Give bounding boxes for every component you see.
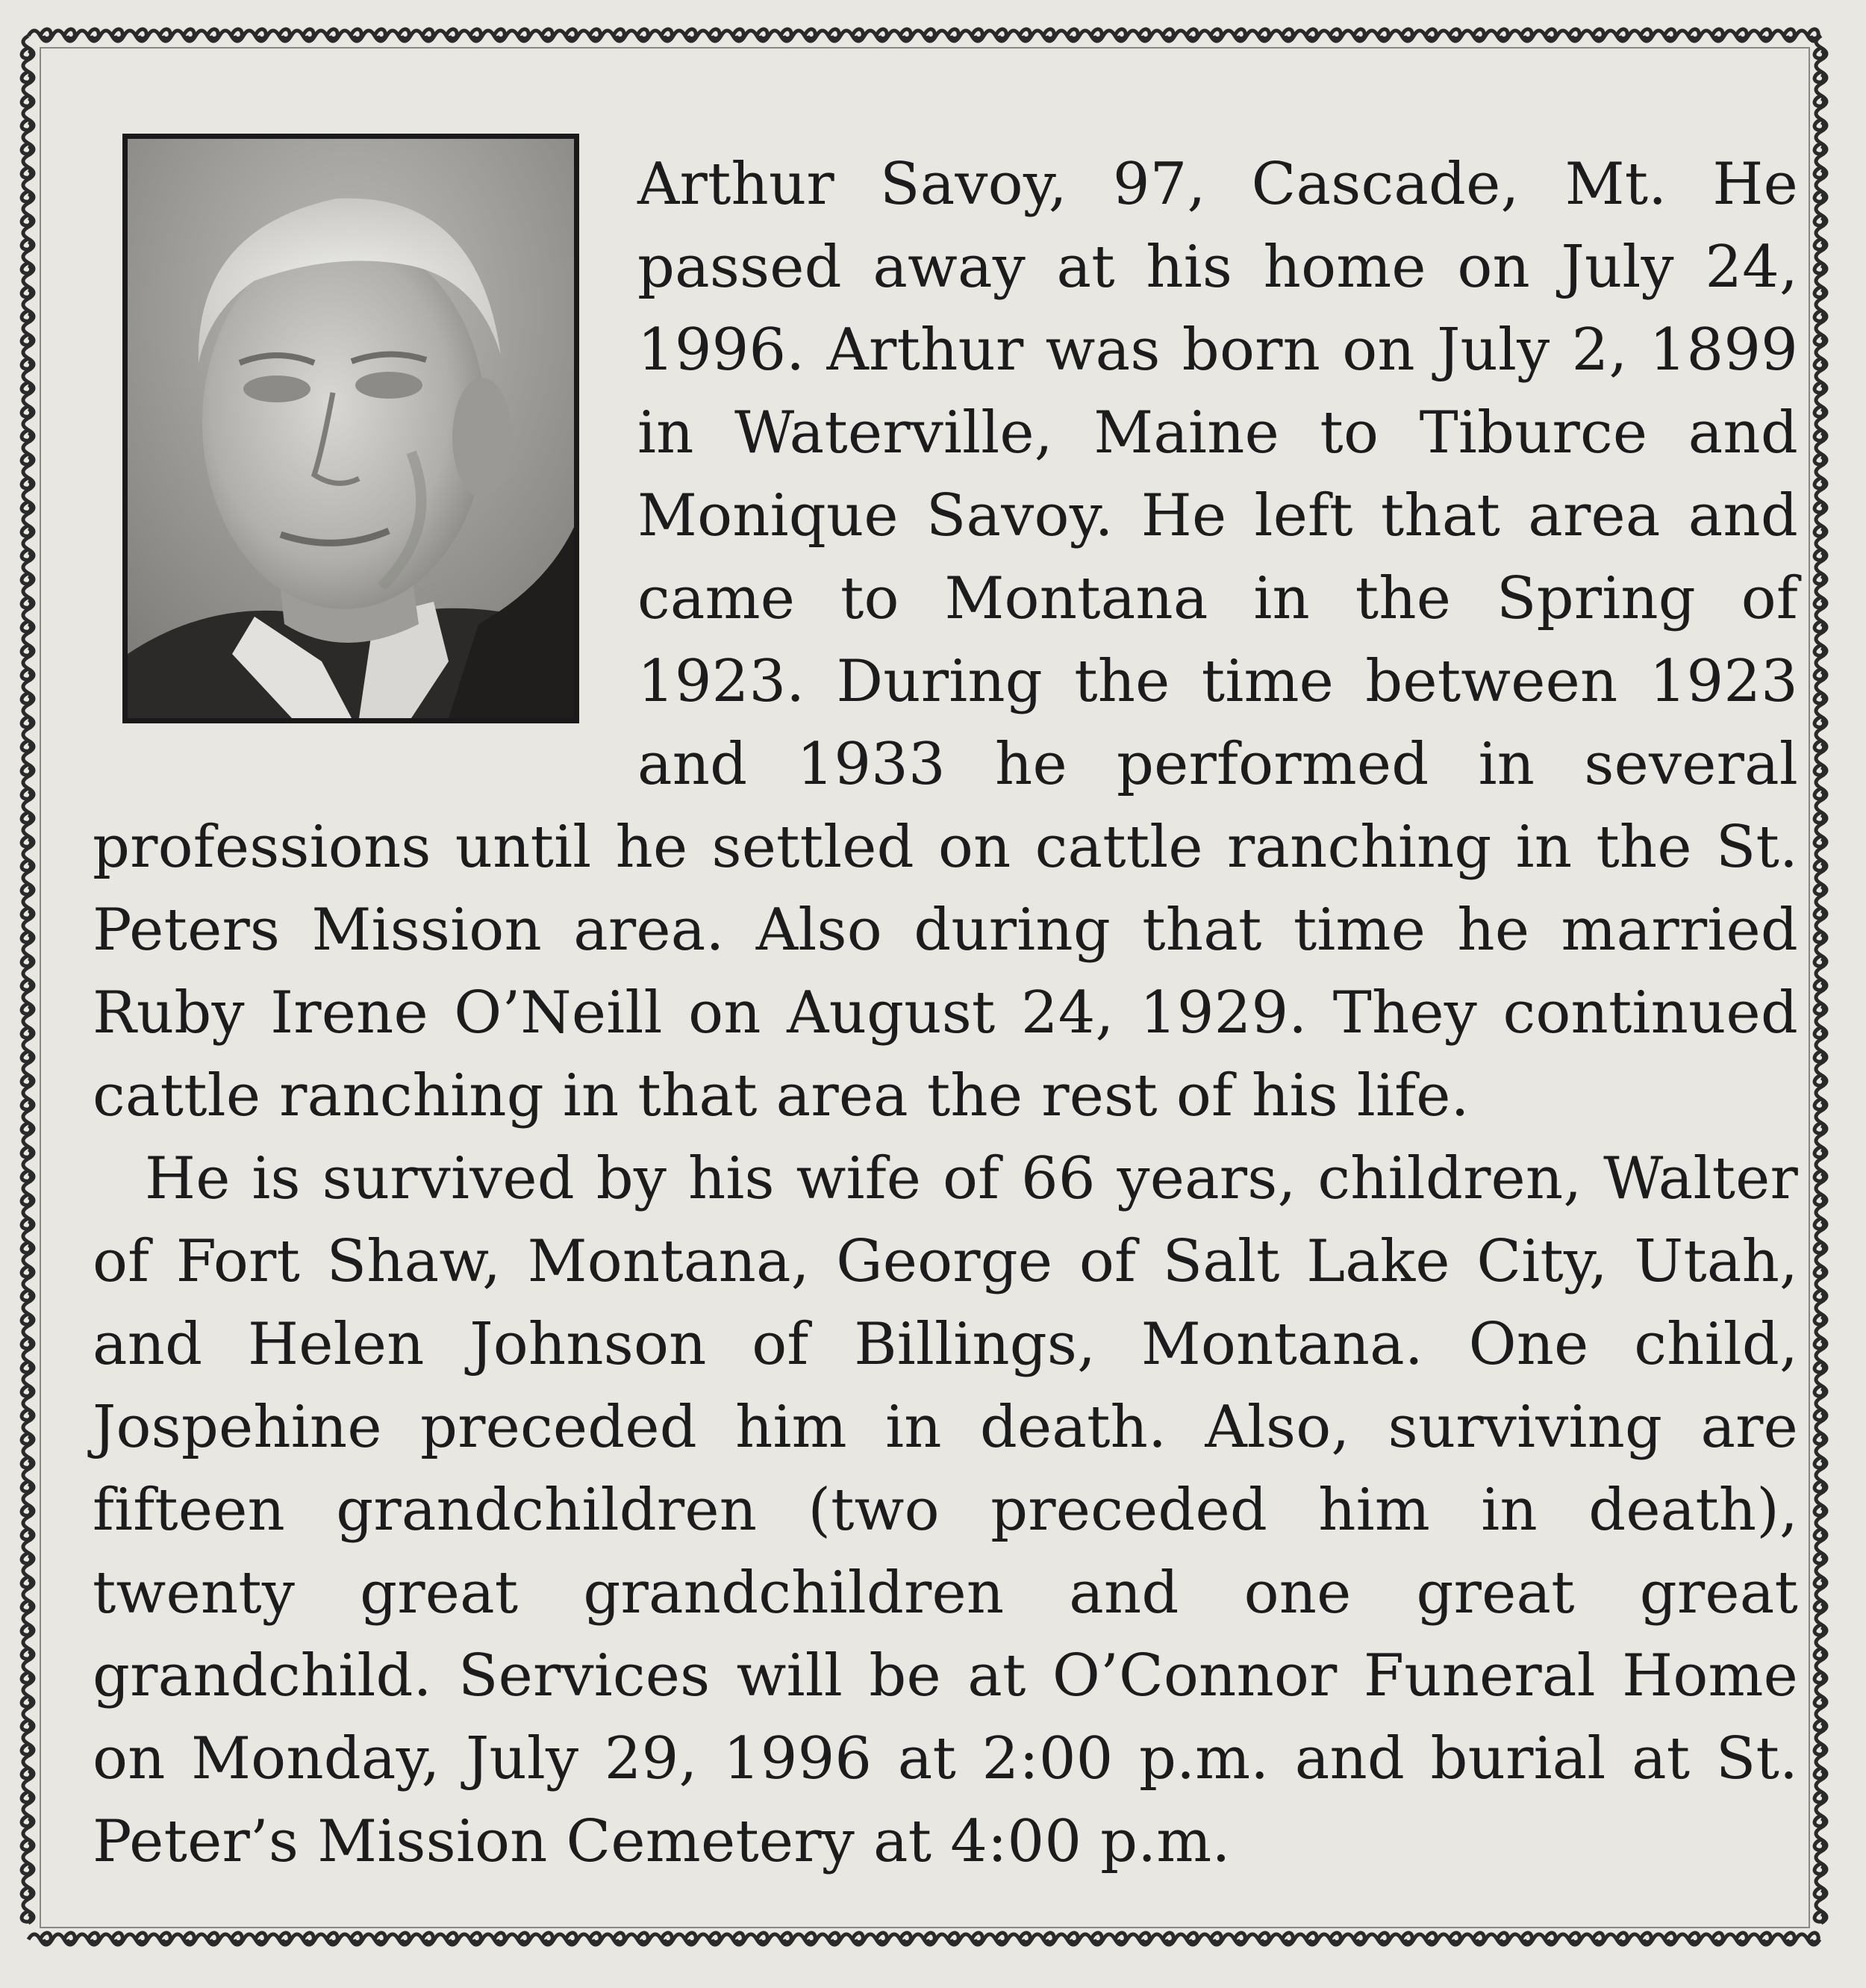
obituary-frame (18, 25, 1832, 1950)
vine-segment (1814, 36, 1826, 1923)
vine-segment (28, 1933, 1820, 1945)
vine-segment (22, 36, 34, 1923)
obituary-paragraph-1: Arthur Savoy, 97, Cascade, Mt. He passed away at his home on July 24, 1996. Arthur was born on July 2, 1899 in Waterville, Maine to Tiburce and Monique Savoy. He left that area and came to Montana in the Spring of 1923. During the time between 1923 and 1933 he performed in several professions until he settled on cattle ranching in the St. Peters Mission area. Also during that time he married Ruby Irene O’Neill on August 24, 1929. They continued cattle ranching in that area the rest of his life. (93, 151, 1798, 1129)
obituary-text (93, 143, 1798, 1883)
obituary-paragraph-2: He is survived by his wife of 66 years, children, Walter of Fort Shaw, Montana, George of Salt Lake City, Utah, and Helen Johnson of Billings, Montana. One child, Jospehine preceded him in death. Also, surviving are fifteen grandchildren (two preceded him in death), twenty great grandchildren and one great great grandchild. Services will be at O’Connor Funeral Home on Monday, July 29, 1996 at 2:00 p.m. and burial at St. Peter’s Mission Cemetery at 4:00 p.m. (93, 1145, 1798, 1875)
vine-segment (28, 29, 1820, 41)
